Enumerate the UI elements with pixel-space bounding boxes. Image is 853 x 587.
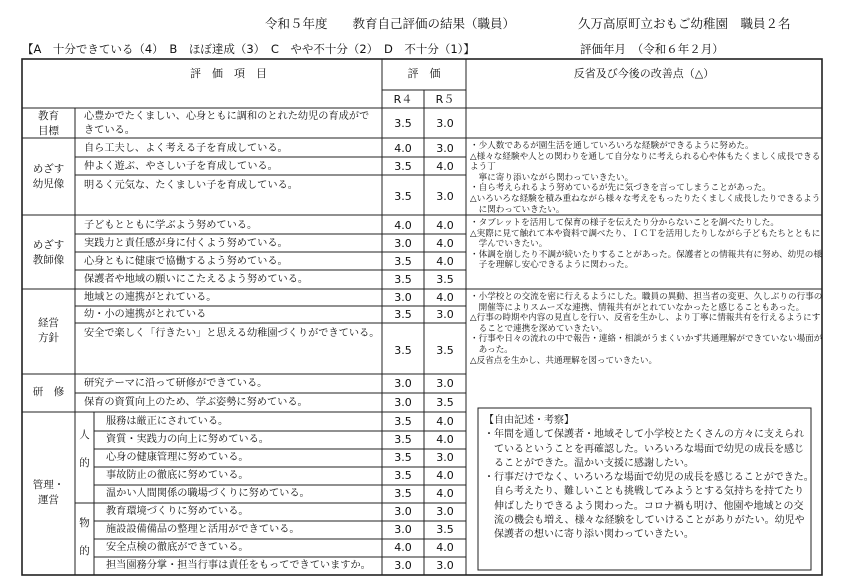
section-things: 物 的 bbox=[79, 517, 90, 557]
r5-header: R５ bbox=[435, 93, 455, 106]
item-text: 仲よく遊ぶ、やさしい子を育成している。 bbox=[84, 161, 278, 172]
note-line: 開催等によりスムーズな連携、情報共有がとれていなかったと感じることもあった。 bbox=[470, 302, 805, 313]
section-child: めざす 幼児像 bbox=[32, 163, 65, 190]
notes-management bbox=[470, 292, 825, 366]
item-text: 施設設備備品の整理と活用ができている。 bbox=[106, 524, 300, 535]
section-people: 人 的 bbox=[79, 429, 90, 469]
score-r4: 3.0 bbox=[394, 396, 412, 409]
score-r5: 4.0 bbox=[436, 433, 454, 446]
free-line: 伸ばしたりできるよう関わった。コロナ禍も明け、他園や地域との交 bbox=[484, 500, 804, 512]
r4-header: R４ bbox=[393, 93, 413, 106]
item-text: 安全点検の徹底ができている。 bbox=[106, 542, 249, 553]
note-line: △実際に見て触れて本や資料で調べたり、ＩＣＴを活用したりしながら子どもたちとともに bbox=[470, 228, 821, 239]
item-text: 幼・小の連携がとれている bbox=[84, 309, 207, 320]
score-r5: 3.5 bbox=[436, 523, 454, 536]
score-r4: 3.0 bbox=[394, 505, 412, 518]
note-line: △様々な経験や人との関わりを通して自分なりに考えられる心や体もたくましく成長できるよう丁 bbox=[470, 151, 821, 173]
score-r4: 3.5 bbox=[394, 190, 412, 203]
score-r4: 3.0 bbox=[394, 559, 412, 572]
free-line: ることができた。温かい支援に感謝したい。 bbox=[484, 457, 694, 469]
section-goal: 教育 目標 bbox=[38, 110, 59, 137]
item-text: 研究テーマに沿って研修ができている。 bbox=[84, 378, 268, 389]
score-r5: 3.0 bbox=[436, 451, 454, 464]
score-r5: 3.5 bbox=[436, 396, 454, 409]
note-line: △行事の時期や内容の見直しを行い、反省を生かし、より丁寧に情報共有を行えるようにす bbox=[470, 313, 821, 324]
note-line: △反省点を生かし、共通理解を図っていきたい。 bbox=[470, 355, 658, 366]
score-r5: 4.0 bbox=[436, 291, 454, 304]
score-r5: 4.0 bbox=[436, 415, 454, 428]
score-r4: 3.5 bbox=[394, 308, 412, 321]
score-r5: 3.5 bbox=[436, 273, 454, 286]
free-line: 自ら考えたり、難しいことも挑戦してみようとする気持ちを持てたり bbox=[484, 486, 804, 498]
score-r4: 3.5 bbox=[394, 451, 412, 464]
note-line: ・小学校との交流を密に行えるようにした。職員の異動、担当者の変更、久しぶりの行事の bbox=[470, 292, 823, 302]
item-text: 資質・実践力の向上に努めている。 bbox=[106, 434, 269, 445]
item-text: 事故防止の徹底に努めている。 bbox=[106, 470, 249, 481]
score-r5: 3.0 bbox=[436, 377, 454, 390]
item-text: 保護者や地域の願いにこたえるよう努めている。 bbox=[84, 274, 309, 285]
score-r5: 4.0 bbox=[436, 160, 454, 173]
score-r5: 4.0 bbox=[436, 255, 454, 268]
page-title: 令和５年度 教育自己評価の結果（職員） bbox=[265, 16, 516, 31]
score-r5: 3.0 bbox=[436, 190, 454, 203]
item-text: 安全で楽しく「行きたい」と思える幼稚園づくりができている。 bbox=[84, 328, 380, 339]
free-line: 流の機会も増え、様々な経験をしていけることがありがたい。幼児や bbox=[484, 515, 805, 527]
score-r4: 3.5 bbox=[394, 433, 412, 446]
score-r5: 3.0 bbox=[436, 559, 454, 572]
item-text: 温かい人間関係の職場づくりに努めている。 bbox=[106, 488, 310, 499]
reflection-header: 反省及び今後の改善点（△） bbox=[573, 67, 715, 80]
school-name: 久万高原町立おもご幼稚園 職員２名 bbox=[578, 16, 791, 31]
section-operations: 管理・ 運営 bbox=[32, 479, 65, 506]
note-line: 学んでいきたい。 bbox=[470, 239, 548, 250]
score-r4: 3.5 bbox=[394, 255, 412, 268]
note-line: ることで連携を深めていきたい。 bbox=[470, 323, 608, 334]
section-management: 経営 方針 bbox=[38, 317, 59, 344]
score-r4: 4.0 bbox=[394, 219, 412, 232]
score-r4: 4.0 bbox=[394, 142, 412, 155]
score-r4: 3.0 bbox=[394, 291, 412, 304]
item-text: 地域との連携がとれている。 bbox=[84, 292, 217, 303]
note-line: ・自ら考えられるよう努めているが先に気づきを言ってしまうことがあった。 bbox=[470, 183, 771, 194]
note-line: ・タブレットを活用して保育の様子を伝えたり分からないことを調べたりした。 bbox=[470, 218, 779, 228]
item-goal-text-cont: きている。 bbox=[84, 125, 135, 136]
item-text: 明るく元気な、たくましい子を育成している。 bbox=[84, 180, 298, 191]
free-line: ・行事だけでなく、いろいろな場面で幼児の成長を感じることができた。 bbox=[484, 472, 814, 484]
evaluation-date: 評価年月 （令和６年２月） bbox=[580, 42, 724, 56]
item-text: 保育の資質向上のため、学ぶ姿勢に努めている。 bbox=[84, 397, 308, 408]
item-text: 自ら工夫し、よく考える子を育成している。 bbox=[84, 143, 288, 154]
score-r5: 3.0 bbox=[436, 308, 454, 321]
score-r5: 4.0 bbox=[436, 237, 454, 250]
score-r4: 4.0 bbox=[394, 541, 412, 554]
score-r4: 3.5 bbox=[394, 415, 412, 428]
item-text: 心身ともに健康で協働するよう努めている。 bbox=[84, 256, 288, 267]
note-line: ・体調を崩したり不調が続いたりすることがあった。保護者との情報共有に努め、幼児の様 bbox=[470, 249, 822, 260]
items-header: 評 価 項 目 bbox=[190, 67, 267, 80]
item-text: 担当園務分掌・担当行事は責任をもってできていますか。 bbox=[106, 560, 371, 571]
free-line: ているということを再確認した。いろいろな場面で幼児の成長を感じ bbox=[484, 443, 804, 455]
item-text: 教育環境づくりに努めている。 bbox=[106, 506, 249, 517]
free-line: ・年間を通して保護者・地域そして小学校とたくさんの方々に支えられ bbox=[484, 429, 804, 441]
item-text: 心身の健康管理に努めている。 bbox=[106, 452, 249, 463]
score-r4: 3.5 bbox=[394, 117, 412, 130]
score-r5: 4.0 bbox=[436, 487, 454, 500]
score-r4: 3.5 bbox=[394, 344, 412, 357]
score-r4: 3.0 bbox=[394, 237, 412, 250]
score-r5: 3.5 bbox=[436, 344, 454, 357]
free-line: 保護者の想いに寄り添い関わっていきたい。 bbox=[484, 529, 694, 541]
section-training: 研 修 bbox=[32, 386, 65, 398]
score-r5: 3.0 bbox=[436, 505, 454, 518]
eval-header: 評 価 bbox=[407, 67, 441, 80]
notes-teacher bbox=[470, 218, 825, 271]
rating-legend: 【A 十分できている（4） B ほぼ達成（3） C やや不十分（2） D 不十分（1）】 bbox=[22, 42, 475, 56]
note-line: ・少人数であるが園生活を通していろいろな経験ができるように努めた。 bbox=[470, 141, 754, 151]
score-r5: 3.0 bbox=[436, 142, 454, 155]
score-r5: 4.0 bbox=[436, 541, 454, 554]
note-line: に関わっていきたい。 bbox=[470, 204, 565, 215]
note-line: 寧に寄り添いながら関わっていきたい。 bbox=[470, 172, 634, 183]
section-teacher: めざす 教師像 bbox=[32, 239, 65, 266]
note-line: △いろいろな経験を積み重ねながら様々な考えをもったりたくましく成長したりできるよう bbox=[470, 193, 821, 204]
free-description-title: 【自由記述・考察】 bbox=[484, 415, 574, 426]
item-text: 実践力と責任感が身に付くよう努めている。 bbox=[84, 238, 288, 249]
score-r4: 3.5 bbox=[394, 273, 412, 286]
score-r5: 3.0 bbox=[436, 117, 454, 130]
item-goal-text: 心豊かでたくましい、心身ともに調和のとれた幼児の育成がで bbox=[84, 111, 370, 122]
notes-child bbox=[470, 141, 825, 215]
item-text: 服務は厳正にされている。 bbox=[106, 416, 229, 427]
note-line: ・行事や日々の流れの中で報告・連絡・相談がうまくいかず共通理解ができていない場面が bbox=[470, 334, 823, 345]
free-description-box bbox=[484, 414, 814, 543]
score-r4: 3.0 bbox=[394, 523, 412, 536]
score-r4: 3.5 bbox=[394, 469, 412, 482]
score-r5: 4.0 bbox=[436, 219, 454, 232]
note-line: 子を理解し安心できるように関わった。 bbox=[470, 260, 634, 271]
score-r5: 4.0 bbox=[436, 469, 454, 482]
score-r4: 3.5 bbox=[394, 487, 412, 500]
score-r4: 3.0 bbox=[394, 377, 412, 390]
score-r4: 3.5 bbox=[394, 160, 412, 173]
note-line: あった。 bbox=[470, 344, 513, 355]
item-text: 子どもとともに学ぶよう努めている。 bbox=[84, 220, 258, 231]
